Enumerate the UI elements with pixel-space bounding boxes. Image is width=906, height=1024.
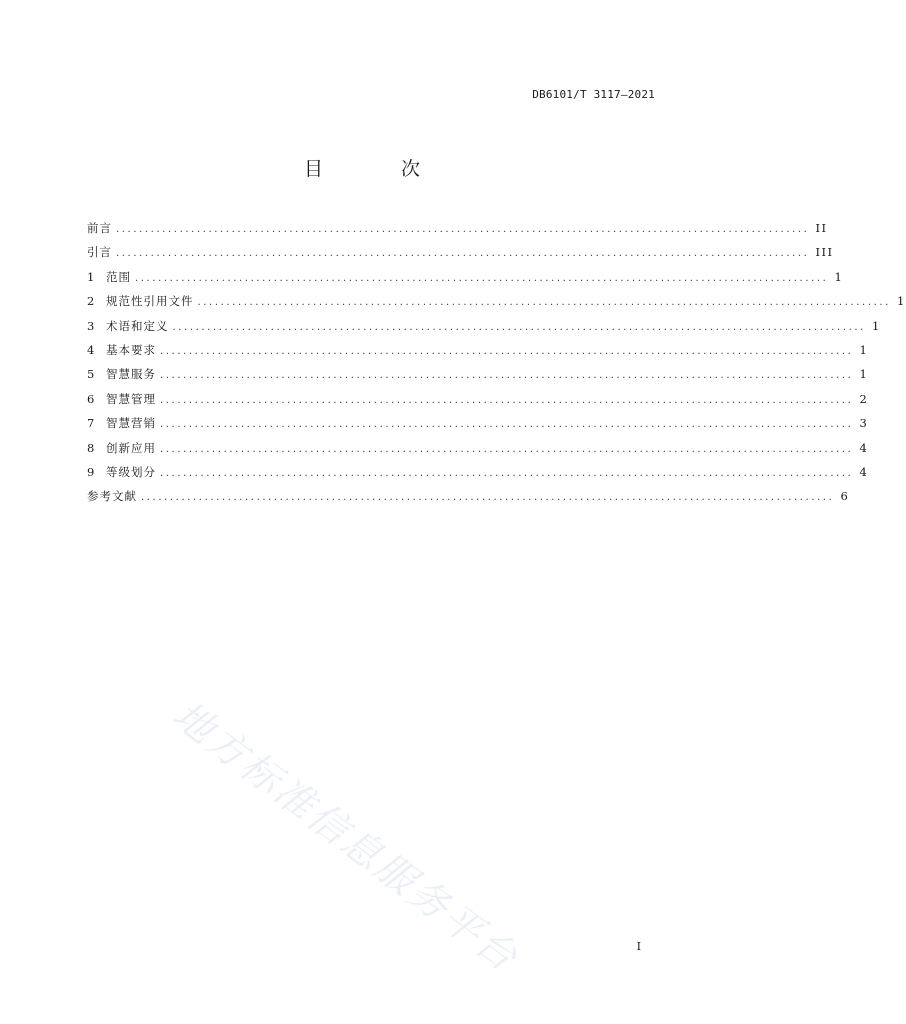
toc-entry-number: 7 [87,416,95,431]
toc-entry-number: 2 [87,294,95,309]
toc-entry-page: 4 [859,464,869,479]
toc-leader-dots: ........................................................................................................................ [116,224,810,235]
toc-entry-label: 基本要求 [106,342,156,357]
toc-entry[interactable] [87,440,869,464]
toc-leader-dots: ........................................................................................................................ [197,297,891,309]
toc-entry-page: 6 [840,489,850,504]
toc-entry-page: 1 [859,367,869,382]
toc-entry[interactable] [87,269,844,293]
toc-title: 目 次 [303,158,457,180]
toc-leader-dots: ........................................................................................................................ [160,394,854,406]
toc-leader-dots: ........................................................................................................................ [160,345,854,357]
table-of-contents [87,220,906,513]
toc-leader-dots: ........................................................................................................................ [160,419,854,431]
toc-leader-dots: ........................................................................................................................ [160,467,854,479]
toc-leader-dots: ........................................................................................................................ [160,370,854,382]
toc-entry-label: 参考文献 [87,489,137,504]
toc-leader-dots: ........................................................................................................................ [141,492,835,504]
toc-entry[interactable] [87,293,906,317]
toc-entry-page: 3 [859,416,869,431]
toc-entry-label: 智慧营销 [106,416,156,431]
toc-entry-number: 1 [87,269,95,284]
toc-entry-page: 1 [871,318,881,333]
page-number: I [636,940,641,953]
toc-entry-number: 4 [87,342,95,357]
toc-entry-label: 术语和定义 [106,318,169,333]
toc-entry-label: 智慧管理 [106,391,156,406]
toc-entry[interactable] [87,220,828,244]
toc-entry[interactable] [87,318,881,342]
toc-entry[interactable] [87,415,869,439]
toc-entry-page: 2 [859,391,869,406]
toc-entry-number: 3 [87,318,95,333]
toc-entry[interactable] [87,342,869,366]
toc-entry[interactable] [87,391,869,415]
toc-entry[interactable] [87,366,869,390]
toc-leader-dots: ........................................................................................................................ [172,321,866,333]
toc-leader-dots: ........................................................................................................................ [135,272,829,284]
toc-leader-dots: ........................................................................................................................ [116,248,810,260]
toc-entry-label: 智慧服务 [106,367,156,382]
toc-entry-page: 1 [859,342,869,357]
toc-entry-label: 规范性引用文件 [106,294,194,309]
watermark: 地方标准信息服务平台 [164,692,527,982]
toc-entry-label: 前言 [87,221,112,235]
toc-entry-number: 8 [87,440,95,455]
toc-entry-number: 5 [87,367,95,382]
toc-leader-dots: ........................................................................................................................ [160,443,854,455]
toc-entry-label: 范围 [106,269,131,284]
toc-entry-label: 创新应用 [106,440,156,455]
toc-entry-number: 9 [87,464,95,479]
toc-entry[interactable] [87,244,834,268]
toc-entry[interactable] [87,488,850,512]
toc-entry-page: 4 [859,440,869,455]
toc-entry[interactable] [87,464,869,488]
document-code: DB6101/T 3117—2021 [532,88,655,101]
toc-entry-page: II [815,221,828,235]
toc-entry-page: 1 [834,269,844,284]
toc-entry-label: 等级划分 [106,464,156,479]
toc-entry-label: 引言 [87,245,112,260]
toc-entry-page: III [815,245,834,260]
toc-entry-page: 1 [896,294,906,309]
toc-entry-number: 6 [87,391,95,406]
